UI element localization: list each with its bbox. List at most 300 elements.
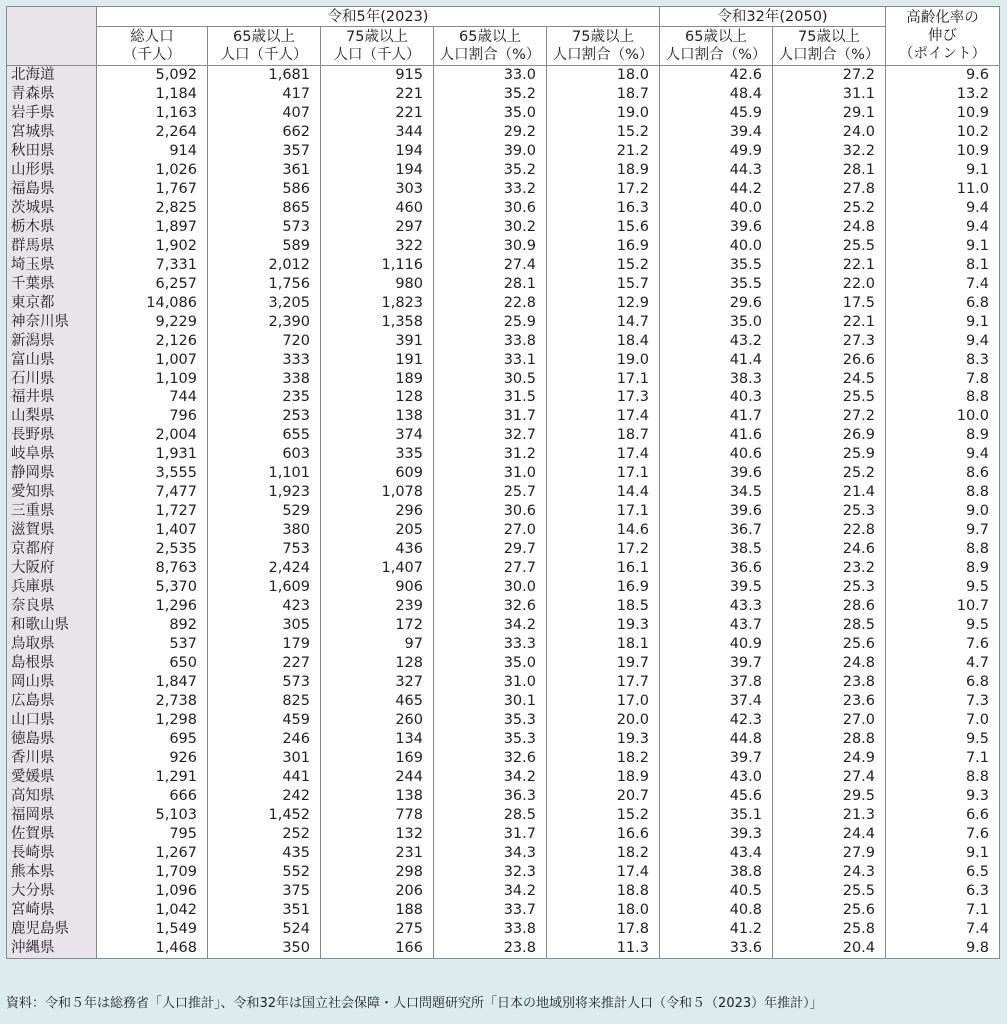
- table-row: [7, 616, 1000, 635]
- total-population-cell: 795: [97, 825, 208, 844]
- prefecture-name-cell: 大分県: [7, 882, 97, 901]
- aging-increase-cell: 8.8: [886, 540, 1000, 559]
- pop75-cell: 465: [321, 692, 434, 711]
- ratio65-2023-cell: 34.3: [434, 844, 547, 863]
- prefecture-name-cell: 岐阜県: [7, 445, 97, 464]
- ratio65-2050-cell: 44.8: [660, 730, 773, 749]
- ratio75-2050-cell: 23.6: [773, 692, 886, 711]
- ratio75-2050-cell: 25.3: [773, 578, 886, 597]
- pop75-cell: 980: [321, 275, 434, 294]
- pop65-cell: 753: [208, 540, 321, 559]
- ratio75-2050-cell: 25.5: [773, 388, 886, 407]
- prefecture-name-cell: 鳥取県: [7, 635, 97, 654]
- ratio65-2023-cell: 30.6: [434, 199, 547, 218]
- ratio75-2050-cell: 27.2: [773, 66, 886, 85]
- pop75-cell: 97: [321, 635, 434, 654]
- total-population-cell: 9,229: [97, 313, 208, 332]
- prefecture-name-cell: 佐賀県: [7, 825, 97, 844]
- table-row: [7, 863, 1000, 882]
- table-row: [7, 426, 1000, 445]
- pop75-cell: 906: [321, 578, 434, 597]
- ratio75-2023-cell: 15.7: [547, 275, 660, 294]
- ratio65-2023-cell: 29.2: [434, 123, 547, 142]
- ratio65-2023-cell: 27.4: [434, 256, 547, 275]
- ratio75-2023-cell: 18.7: [547, 85, 660, 104]
- ratio75-2023-cell: 15.2: [547, 806, 660, 825]
- ratio65-2023-cell: 28.1: [434, 275, 547, 294]
- pop75-cell: 275: [321, 920, 434, 939]
- ratio75-2023-cell: 14.6: [547, 521, 660, 540]
- aging-increase-cell: 9.1: [886, 237, 1000, 256]
- aging-increase-cell: 9.5: [886, 578, 1000, 597]
- total-population-cell: 796: [97, 407, 208, 426]
- ratio75-2050-cell: 24.6: [773, 540, 886, 559]
- total-population-cell: 5,103: [97, 806, 208, 825]
- table-row: [7, 256, 1000, 275]
- pop65-cell: 2,424: [208, 559, 321, 578]
- table-row: [7, 502, 1000, 521]
- table-row: [7, 66, 1000, 85]
- ratio65-2023-cell: 30.0: [434, 578, 547, 597]
- pop75-cell: 188: [321, 901, 434, 920]
- ratio65-2050-cell: 35.0: [660, 313, 773, 332]
- total-population-cell: 7,331: [97, 256, 208, 275]
- total-population-cell: 1,184: [97, 85, 208, 104]
- table-row: [7, 787, 1000, 806]
- ratio75-2050-cell: 27.3: [773, 332, 886, 351]
- pop75-cell: 297: [321, 218, 434, 237]
- ratio65-2050-cell: 44.2: [660, 180, 773, 199]
- ratio65-2050-cell: 39.3: [660, 825, 773, 844]
- pop65-cell: 1,101: [208, 464, 321, 483]
- total-population-cell: 1,847: [97, 673, 208, 692]
- pop65-cell: 338: [208, 370, 321, 389]
- pop75-cell: 374: [321, 426, 434, 445]
- ratio65-2023-cell: 27.0: [434, 521, 547, 540]
- ratio65-2050-cell: 40.0: [660, 199, 773, 218]
- pop65-cell: 603: [208, 445, 321, 464]
- pop75-cell: 322: [321, 237, 434, 256]
- prefecture-name-cell: 新潟県: [7, 332, 97, 351]
- pop75-cell: 221: [321, 104, 434, 123]
- ratio65-2050-cell: 40.6: [660, 445, 773, 464]
- table-row: [7, 294, 1000, 313]
- pop65-cell: 350: [208, 939, 321, 958]
- ratio75-2050-cell: 28.5: [773, 616, 886, 635]
- pop65-cell: 589: [208, 237, 321, 256]
- total-population-cell: 6,257: [97, 275, 208, 294]
- ratio75-2050-cell: 26.6: [773, 351, 886, 370]
- pop75-cell: 194: [321, 161, 434, 180]
- ratio75-2023-cell: 19.3: [547, 616, 660, 635]
- prefecture-name-cell: 千葉県: [7, 275, 97, 294]
- pop65-cell: 655: [208, 426, 321, 445]
- total-population-cell: 2,825: [97, 199, 208, 218]
- population-table-container: [6, 6, 999, 959]
- ratio75-2050-cell: 32.2: [773, 142, 886, 161]
- aging-increase-cell: 10.9: [886, 142, 1000, 161]
- ratio75-2050-cell: 21.3: [773, 806, 886, 825]
- prefecture-name-cell: 高知県: [7, 787, 97, 806]
- pop65-cell: 246: [208, 730, 321, 749]
- table-row: [7, 521, 1000, 540]
- ratio75-2023-cell: 18.2: [547, 844, 660, 863]
- aging-increase-cell: 8.8: [886, 483, 1000, 502]
- pop65-header: 65歳以上 人口（千人）: [208, 27, 321, 66]
- ratio75-2023-cell: 18.2: [547, 749, 660, 768]
- ratio75-2050-cell: 24.0: [773, 123, 886, 142]
- pop75-cell: 1,823: [321, 294, 434, 313]
- total-population-cell: 2,264: [97, 123, 208, 142]
- ratio75-2050-cell: 25.5: [773, 237, 886, 256]
- ratio75-2050-cell: 22.1: [773, 256, 886, 275]
- prefecture-name-cell: 広島県: [7, 692, 97, 711]
- ratio75-2023-cell: 18.4: [547, 332, 660, 351]
- pop75-header: 75歳以上 人口（千人）: [321, 27, 434, 66]
- table-row: [7, 445, 1000, 464]
- pop65-cell: 524: [208, 920, 321, 939]
- pop75-cell: 436: [321, 540, 434, 559]
- pop65-cell: 1,609: [208, 578, 321, 597]
- table-row: [7, 749, 1000, 768]
- pop75-cell: 239: [321, 597, 434, 616]
- ratio75-2050-cell: 24.8: [773, 654, 886, 673]
- ratio75-2023-cell: 18.1: [547, 635, 660, 654]
- ratio75-2023-cell: 11.3: [547, 939, 660, 958]
- ratio65-2050-cell: 42.3: [660, 711, 773, 730]
- ratio65-2050-cell: 40.8: [660, 901, 773, 920]
- ratio65-2050-cell: 35.5: [660, 275, 773, 294]
- ratio75-2050-cell: 25.6: [773, 901, 886, 920]
- table-row: [7, 882, 1000, 901]
- ratio75-2023-cell: 19.0: [547, 351, 660, 370]
- prefecture-name-cell: 鹿児島県: [7, 920, 97, 939]
- ratio65-2023-cell: 35.0: [434, 654, 547, 673]
- total-population-cell: 1,727: [97, 502, 208, 521]
- source-note: 資料：令和５年は総務省「人口推計」、令和32年は国立社会保障・人口問題研究所「日本の地域別将来推計人口（令和５（2023）年推計）」: [6, 996, 823, 1011]
- aging-increase-cell: 8.3: [886, 351, 1000, 370]
- ratio65-2050-cell: 41.7: [660, 407, 773, 426]
- pop65-cell: 253: [208, 407, 321, 426]
- ratio65-2023-cell: 30.9: [434, 237, 547, 256]
- pop75-cell: 298: [321, 863, 434, 882]
- total-population-cell: 2,738: [97, 692, 208, 711]
- pop65-cell: 2,390: [208, 313, 321, 332]
- total-population-cell: 1,549: [97, 920, 208, 939]
- prefecture-name-cell: 福島県: [7, 180, 97, 199]
- prefecture-name-cell: 秋田県: [7, 142, 97, 161]
- ratio65-2050-cell: 40.0: [660, 237, 773, 256]
- ratio75-2050-cell: 29.1: [773, 104, 886, 123]
- aging-increase-cell: 6.5: [886, 863, 1000, 882]
- ratio65-2050-cell: 36.6: [660, 559, 773, 578]
- ratio75-2023-cell: 14.4: [547, 483, 660, 502]
- pop65-cell: 435: [208, 844, 321, 863]
- ratio65-2050-cell: 36.7: [660, 521, 773, 540]
- aging-increase-cell: 7.1: [886, 749, 1000, 768]
- ratio75-2050-cell: 28.8: [773, 730, 886, 749]
- table-row: [7, 920, 1000, 939]
- ratio75-2050-cell: 22.1: [773, 313, 886, 332]
- table-row: [7, 559, 1000, 578]
- ratio75-2050-cell: 25.2: [773, 199, 886, 218]
- total-population-cell: 1,267: [97, 844, 208, 863]
- pop65-cell: 252: [208, 825, 321, 844]
- prefecture-name-cell: 福井県: [7, 388, 97, 407]
- ratio65-2023-cell: 27.7: [434, 559, 547, 578]
- total-population-cell: 1,468: [97, 939, 208, 958]
- ratio65-2050-cell: 43.3: [660, 597, 773, 616]
- table-row: [7, 407, 1000, 426]
- pop65-cell: 301: [208, 749, 321, 768]
- total-population-cell: 5,370: [97, 578, 208, 597]
- prefecture-name-cell: 栃木県: [7, 218, 97, 237]
- prefecture-name-cell: 石川県: [7, 370, 97, 389]
- total-population-cell: 666: [97, 787, 208, 806]
- ratio75-2023-cell: 17.0: [547, 692, 660, 711]
- ratio75-2023-cell: 16.6: [547, 825, 660, 844]
- prefecture-name-cell: 茨城県: [7, 199, 97, 218]
- prefecture-name-cell: 岩手県: [7, 104, 97, 123]
- ratio65-2023-cell: 31.0: [434, 464, 547, 483]
- ratio65-2023-cell: 31.2: [434, 445, 547, 464]
- ratio75-2050-cell: 24.5: [773, 370, 886, 389]
- total-population-cell: 1,296: [97, 597, 208, 616]
- total-population-cell: 744: [97, 388, 208, 407]
- table-row: [7, 540, 1000, 559]
- table-row: [7, 730, 1000, 749]
- corner-header: [7, 7, 97, 66]
- total-population-cell: 1,767: [97, 180, 208, 199]
- total-population-cell: 914: [97, 142, 208, 161]
- table-row: [7, 180, 1000, 199]
- ratio65-2050-cell: 43.4: [660, 844, 773, 863]
- ratio65-2023-cell: 33.1: [434, 351, 547, 370]
- prefecture-name-cell: 山形県: [7, 161, 97, 180]
- ratio65-2023-cell: 33.8: [434, 332, 547, 351]
- ratio65-2023-cell: 35.2: [434, 161, 547, 180]
- ratio65-2050-cell: 41.2: [660, 920, 773, 939]
- pop65-cell: 662: [208, 123, 321, 142]
- aging-increase-cell: 9.3: [886, 787, 1000, 806]
- ratio75-2050-header: 75歳以上 人口割合（%）: [773, 27, 886, 66]
- pop75-cell: 1,078: [321, 483, 434, 502]
- ratio65-2023-cell: 30.5: [434, 370, 547, 389]
- table-row: [7, 142, 1000, 161]
- ratio75-2050-cell: 24.4: [773, 825, 886, 844]
- ratio75-2023-cell: 18.5: [547, 597, 660, 616]
- prefecture-name-cell: 熊本県: [7, 863, 97, 882]
- ratio75-2023-cell: 15.2: [547, 256, 660, 275]
- prefecture-name-cell: 北海道: [7, 66, 97, 85]
- total-population-cell: 2,535: [97, 540, 208, 559]
- aging-increase-cell: 7.4: [886, 275, 1000, 294]
- prefecture-name-cell: 埼玉県: [7, 256, 97, 275]
- aging-increase-cell: 10.7: [886, 597, 1000, 616]
- ratio75-2050-cell: 24.3: [773, 863, 886, 882]
- table-row: [7, 388, 1000, 407]
- pop65-cell: 179: [208, 635, 321, 654]
- ratio75-2050-cell: 27.2: [773, 407, 886, 426]
- pop75-cell: 206: [321, 882, 434, 901]
- aging-increase-cell: 9.4: [886, 445, 1000, 464]
- prefecture-name-cell: 長野県: [7, 426, 97, 445]
- pop65-cell: 361: [208, 161, 321, 180]
- ratio65-2023-cell: 25.7: [434, 483, 547, 502]
- ratio75-2023-cell: 12.9: [547, 294, 660, 313]
- ratio65-2050-cell: 40.5: [660, 882, 773, 901]
- total-population-cell: 1,897: [97, 218, 208, 237]
- ratio65-2023-cell: 35.3: [434, 730, 547, 749]
- pop75-cell: 132: [321, 825, 434, 844]
- prefecture-name-cell: 岡山県: [7, 673, 97, 692]
- table-row: [7, 635, 1000, 654]
- ratio65-2023-cell: 33.3: [434, 635, 547, 654]
- ratio65-2050-cell: 35.1: [660, 806, 773, 825]
- prefecture-name-cell: 富山県: [7, 351, 97, 370]
- ratio65-2023-cell: 23.8: [434, 939, 547, 958]
- ratio75-2023-cell: 16.9: [547, 237, 660, 256]
- table-row: [7, 901, 1000, 920]
- ratio65-2023-cell: 30.2: [434, 218, 547, 237]
- pop75-cell: 1,407: [321, 559, 434, 578]
- pop65-cell: 227: [208, 654, 321, 673]
- pop75-cell: 128: [321, 388, 434, 407]
- ratio75-2050-cell: 28.6: [773, 597, 886, 616]
- total-population-cell: 1,109: [97, 370, 208, 389]
- table-row: [7, 825, 1000, 844]
- ratio65-2050-cell: 37.8: [660, 673, 773, 692]
- total-population-cell: 7,477: [97, 483, 208, 502]
- ratio75-2023-header: 75歳以上 人口割合（%）: [547, 27, 660, 66]
- total-population-cell: 1,163: [97, 104, 208, 123]
- aging-increase-cell: 7.6: [886, 635, 1000, 654]
- ratio65-2023-cell: 31.0: [434, 673, 547, 692]
- ratio65-2023-cell: 34.2: [434, 882, 547, 901]
- aging-increase-cell: 7.4: [886, 920, 1000, 939]
- aging-increase-cell: 6.6: [886, 806, 1000, 825]
- prefecture-name-cell: 島根県: [7, 654, 97, 673]
- pop65-cell: 586: [208, 180, 321, 199]
- prefecture-name-cell: 宮城県: [7, 123, 97, 142]
- ratio75-2023-cell: 19.0: [547, 104, 660, 123]
- ratio75-2050-cell: 25.8: [773, 920, 886, 939]
- ratio65-2023-cell: 32.6: [434, 597, 547, 616]
- prefecture-name-cell: 長崎県: [7, 844, 97, 863]
- total-population-cell: 1,709: [97, 863, 208, 882]
- ratio65-2050-cell: 39.5: [660, 578, 773, 597]
- ratio65-2023-cell: 33.2: [434, 180, 547, 199]
- prefecture-name-cell: 沖縄県: [7, 939, 97, 958]
- pop75-cell: 221: [321, 85, 434, 104]
- ratio65-2023-cell: 34.2: [434, 768, 547, 787]
- table-row: [7, 768, 1000, 787]
- ratio65-2023-cell: 25.9: [434, 313, 547, 332]
- aging-increase-cell: 9.5: [886, 616, 1000, 635]
- ratio65-2050-cell: 38.5: [660, 540, 773, 559]
- aging-increase-cell: 7.1: [886, 901, 1000, 920]
- aging-increase-cell: 8.8: [886, 388, 1000, 407]
- total-population-cell: 5,092: [97, 66, 208, 85]
- total-population-cell: 1,902: [97, 237, 208, 256]
- prefecture-name-cell: 山梨県: [7, 407, 97, 426]
- ratio75-2023-cell: 17.8: [547, 920, 660, 939]
- ratio75-2023-cell: 17.3: [547, 388, 660, 407]
- ratio65-2050-header: 65歳以上 人口割合（%）: [660, 27, 773, 66]
- ratio65-2050-cell: 39.6: [660, 218, 773, 237]
- pop75-cell: 327: [321, 673, 434, 692]
- total-population-cell: 695: [97, 730, 208, 749]
- ratio75-2023-cell: 17.4: [547, 863, 660, 882]
- prefecture-name-cell: 香川県: [7, 749, 97, 768]
- pop65-cell: 375: [208, 882, 321, 901]
- pop65-cell: 1,452: [208, 806, 321, 825]
- ratio65-2023-cell: 33.0: [434, 66, 547, 85]
- pop75-cell: 191: [321, 351, 434, 370]
- prefecture-name-cell: 神奈川県: [7, 313, 97, 332]
- prefecture-name-cell: 群馬県: [7, 237, 97, 256]
- pop65-cell: 351: [208, 901, 321, 920]
- table-row: [7, 597, 1000, 616]
- ratio75-2023-cell: 20.0: [547, 711, 660, 730]
- total-population-cell: 892: [97, 616, 208, 635]
- ratio65-2023-cell: 35.3: [434, 711, 547, 730]
- pop75-cell: 391: [321, 332, 434, 351]
- table-row: [7, 806, 1000, 825]
- pop75-cell: 138: [321, 407, 434, 426]
- table-row: [7, 939, 1000, 958]
- pop75-cell: 1,358: [321, 313, 434, 332]
- aging-increase-cell: 9.7: [886, 521, 1000, 540]
- aging-increase-cell: 9.1: [886, 844, 1000, 863]
- total-population-header: 総人口 （千人）: [97, 27, 208, 66]
- pop75-cell: 128: [321, 654, 434, 673]
- pop65-cell: 459: [208, 711, 321, 730]
- ratio75-2023-cell: 18.7: [547, 426, 660, 445]
- aging-increase-header: 高齢化率の 伸び （ポイント）: [886, 7, 1000, 66]
- ratio75-2050-cell: 22.8: [773, 521, 886, 540]
- total-population-cell: 1,042: [97, 901, 208, 920]
- ratio65-2023-cell: 35.2: [434, 85, 547, 104]
- pop65-cell: 357: [208, 142, 321, 161]
- ratio75-2050-cell: 27.4: [773, 768, 886, 787]
- ratio75-2023-cell: 17.2: [547, 540, 660, 559]
- aging-increase-cell: 6.8: [886, 673, 1000, 692]
- ratio65-2023-cell: 28.5: [434, 806, 547, 825]
- aging-increase-cell: 8.9: [886, 559, 1000, 578]
- aging-increase-cell: 13.2: [886, 85, 1000, 104]
- ratio75-2050-cell: 25.9: [773, 445, 886, 464]
- aging-increase-cell: 6.3: [886, 882, 1000, 901]
- prefecture-name-cell: 静岡県: [7, 464, 97, 483]
- ratio65-2050-cell: 45.6: [660, 787, 773, 806]
- prefecture-name-cell: 兵庫県: [7, 578, 97, 597]
- ratio75-2023-cell: 16.9: [547, 578, 660, 597]
- pop65-cell: 865: [208, 199, 321, 218]
- ratio65-2050-cell: 39.4: [660, 123, 773, 142]
- pop75-cell: 609: [321, 464, 434, 483]
- ratio75-2023-cell: 18.8: [547, 882, 660, 901]
- group-header-2023: 令和5年(2023): [97, 7, 660, 27]
- aging-increase-cell: 7.3: [886, 692, 1000, 711]
- ratio65-2023-cell: 31.5: [434, 388, 547, 407]
- total-population-cell: 1,291: [97, 768, 208, 787]
- ratio75-2050-cell: 25.3: [773, 502, 886, 521]
- pop65-cell: 333: [208, 351, 321, 370]
- ratio75-2023-cell: 17.2: [547, 180, 660, 199]
- ratio75-2050-cell: 17.5: [773, 294, 886, 313]
- table-row: [7, 844, 1000, 863]
